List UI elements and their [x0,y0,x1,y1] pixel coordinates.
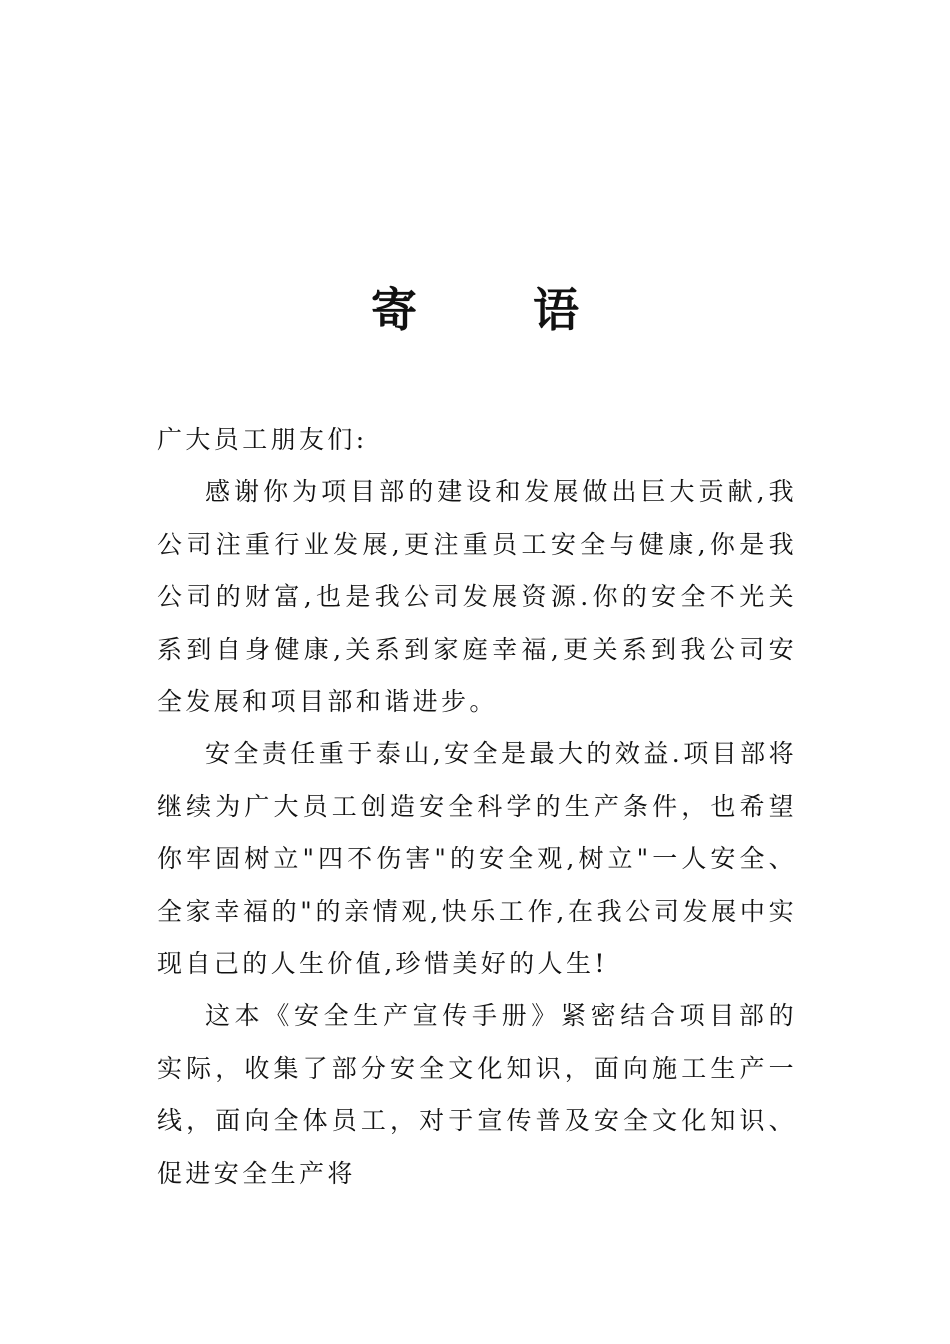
page-title: 寄 语 [370,283,629,337]
paragraph-3: 这本《安全生产宣传手册》紧密结合项目部的实际，收集了部分安全文化知识，面向施工生产一线，面向全体员工，对于宣传普及安全文化知识、促进安全生产将 [157,1001,797,1188]
paragraph-1: 感谢你为项目部的建设和发展做出巨大贡献,我公司注重行业发展,更注重员工安全与健康,你是我公司的财富,也是我公司发展资源.你的安全不光关系到自身健康,关系到家庭幸福,更关系到我公司安全发展和项目部和谐进步。 [157,477,797,717]
letter-body [157,414,797,1200]
paragraph-2: 安全责任重于泰山,安全是最大的效益.项目部将继续为广大员工创造安全科学的生产条件，也希望你牢固树立"四不伤害"的安全观,树立"一人安全、全家幸福的"的亲情观,快乐工作,在我公司发展中实现自己的人生价值,珍惜美好的人生! [157,739,797,979]
salutation: 广大员工朋友们: [157,425,368,454]
